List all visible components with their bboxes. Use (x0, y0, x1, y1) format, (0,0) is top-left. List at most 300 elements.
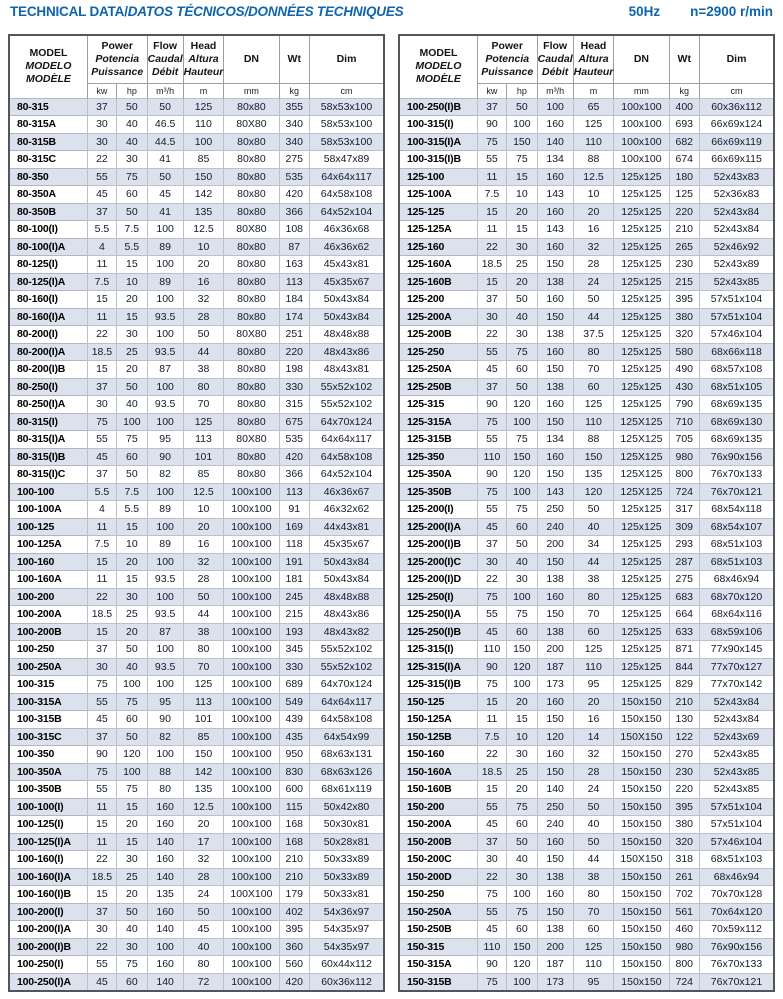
cell-dim: 50x42x80 (310, 798, 385, 816)
cell-model: 80-200(I) (9, 326, 87, 344)
cell-model: 150-200B (399, 833, 477, 851)
cell-wt: 400 (669, 98, 699, 116)
cell-kw: 11 (477, 221, 506, 239)
cell-flow: 160 (537, 116, 573, 134)
cell-kw: 18.5 (477, 763, 506, 781)
cell-kw: 5.5 (87, 221, 116, 239)
cell-dn: 150x150 (614, 938, 669, 956)
cell-dn: 125x125 (614, 396, 669, 414)
table-row (9, 396, 384, 414)
cell-kw: 22 (477, 238, 506, 256)
cell-flow: 82 (147, 728, 183, 746)
table-row (9, 711, 384, 729)
cell-dim: 68x54x107 (700, 518, 775, 536)
cell-head: 70 (573, 361, 614, 379)
cell-dim: 50x43x84 (310, 571, 385, 589)
unit-head: m (573, 83, 614, 98)
cell-dim: 76x70x121 (700, 483, 775, 501)
cell-head: 44 (573, 553, 614, 571)
cell-dim: 70x64x120 (700, 903, 775, 921)
cell-model: 125-200(I)B (399, 536, 477, 554)
cell-kw: 11 (87, 833, 116, 851)
cell-dim: 46x32x62 (310, 501, 385, 519)
table-row (399, 466, 774, 484)
cell-dim: 76x90x156 (700, 448, 775, 466)
cell-hp: 50 (507, 98, 538, 116)
cell-dim: 58x47x89 (310, 151, 385, 169)
cell-head: 100 (183, 133, 224, 151)
cell-wt: 215 (669, 273, 699, 291)
cell-head: 40 (183, 938, 224, 956)
cell-hp: 20 (117, 886, 148, 904)
cell-dn: 150x150 (614, 763, 669, 781)
cell-dn: 100x100 (224, 501, 279, 519)
cell-model: 125-200 (399, 291, 477, 309)
cell-flow: 138 (537, 921, 573, 939)
cell-wt: 790 (669, 396, 699, 414)
cell-model: 80-315B (9, 133, 87, 151)
cell-head: 150 (183, 168, 224, 186)
table-row (399, 938, 774, 956)
cell-model: 80-160(I) (9, 291, 87, 309)
cell-head: 32 (183, 291, 224, 309)
table-row (399, 221, 774, 239)
cell-flow: 160 (147, 798, 183, 816)
cell-dim: 68x70x120 (700, 588, 775, 606)
cell-model: 125-250(I)A (399, 606, 477, 624)
cell-flow: 140 (537, 133, 573, 151)
cell-dim: 64x70x124 (310, 413, 385, 431)
cell-model: 100-200A (9, 606, 87, 624)
cell-hp: 120 (507, 396, 538, 414)
cell-dim: 48x43x81 (310, 361, 385, 379)
head-header: Head Altura Hauteur (573, 35, 614, 83)
cell-hp: 20 (117, 623, 148, 641)
cell-head: 14 (573, 728, 614, 746)
table-row (9, 886, 384, 904)
cell-hp: 40 (117, 396, 148, 414)
cell-flow: 250 (537, 501, 573, 519)
cell-wt: 460 (669, 921, 699, 939)
cell-model: 125-350A (399, 466, 477, 484)
cell-wt: 215 (279, 606, 309, 624)
cell-hp: 50 (507, 291, 538, 309)
cell-dim: 55x52x102 (310, 396, 385, 414)
cell-head: 38 (183, 361, 224, 379)
cell-hp: 40 (507, 851, 538, 869)
cell-kw: 75 (87, 676, 116, 694)
table-row (399, 238, 774, 256)
cell-head: 50 (183, 903, 224, 921)
cell-dn: 100x100 (224, 868, 279, 886)
cell-head: 12.5 (183, 798, 224, 816)
cell-flow: 100 (147, 588, 183, 606)
cell-wt: 366 (279, 466, 309, 484)
cell-kw: 75 (477, 483, 506, 501)
cell-wt: 180 (669, 168, 699, 186)
table-row (9, 851, 384, 869)
cell-head: 17 (183, 833, 224, 851)
cell-wt: 830 (279, 763, 309, 781)
table-row (399, 798, 774, 816)
cell-flow: 150 (537, 553, 573, 571)
table-row (399, 396, 774, 414)
cell-wt: 87 (279, 238, 309, 256)
cell-dim: 68x46x94 (700, 571, 775, 589)
cell-model: 150-200C (399, 851, 477, 869)
cell-dim: 57x51x104 (700, 816, 775, 834)
cell-dim: 68x69x135 (700, 431, 775, 449)
cell-wt: 693 (669, 116, 699, 134)
cell-model: 100-100 (9, 483, 87, 501)
cell-wt: 220 (669, 781, 699, 799)
cell-dim: 68x66x118 (700, 343, 775, 361)
cell-dn: 80x80 (224, 308, 279, 326)
cell-flow: 140 (147, 868, 183, 886)
cell-head: 85 (183, 728, 224, 746)
cell-wt: 420 (279, 973, 309, 991)
cell-kw: 37 (87, 378, 116, 396)
cell-head: 125 (573, 641, 614, 659)
cell-model: 125-250 (399, 343, 477, 361)
cell-flow: 187 (537, 658, 573, 676)
cell-hp: 50 (117, 728, 148, 746)
cell-dn: 80x80 (224, 291, 279, 309)
cell-flow: 150 (537, 903, 573, 921)
cell-kw: 15 (477, 693, 506, 711)
cell-dim: 52x43x84 (700, 693, 775, 711)
cell-wt: 340 (279, 116, 309, 134)
cell-wt: 317 (669, 501, 699, 519)
cell-model: 125-200(I)A (399, 518, 477, 536)
cell-flow: 100 (537, 98, 573, 116)
cell-model: 80-100(I)A (9, 238, 87, 256)
table-row (9, 116, 384, 134)
cell-kw: 45 (477, 921, 506, 939)
cell-head: 80 (183, 956, 224, 974)
cell-head: 50 (573, 798, 614, 816)
head-header: Head Altura Hauteur (183, 35, 224, 83)
cell-dn: 125x125 (614, 676, 669, 694)
cell-head: 34 (573, 536, 614, 554)
cell-flow: 200 (537, 536, 573, 554)
cell-hp: 10 (117, 273, 148, 291)
cell-wt: 125 (669, 186, 699, 204)
cell-hp: 40 (507, 553, 538, 571)
cell-flow: 135 (147, 886, 183, 904)
table-row (9, 238, 384, 256)
cell-kw: 11 (87, 518, 116, 536)
cell-dim: 60x36x112 (700, 98, 775, 116)
cell-head: 32 (573, 238, 614, 256)
cell-kw: 55 (477, 501, 506, 519)
cell-model: 150-200A (399, 816, 477, 834)
cell-model: 100-200B (9, 623, 87, 641)
cell-kw: 45 (477, 518, 506, 536)
cell-model: 100-200(I)A (9, 921, 87, 939)
cell-dim: 64x52x104 (310, 203, 385, 221)
cell-dn: 125x125 (614, 291, 669, 309)
cell-hp: 60 (507, 921, 538, 939)
cell-dn: 100x100 (224, 571, 279, 589)
table-row (399, 956, 774, 974)
cell-dn: 100x100 (224, 658, 279, 676)
technical-data-table-left (8, 34, 385, 992)
cell-kw: 30 (87, 658, 116, 676)
cell-wt: 395 (669, 798, 699, 816)
cell-head: 40 (573, 518, 614, 536)
cell-head: 101 (183, 711, 224, 729)
table-row (399, 903, 774, 921)
cell-model: 80-315(I)B (9, 448, 87, 466)
cell-wt: 800 (669, 956, 699, 974)
cell-head: 16 (183, 273, 224, 291)
cell-kw: 22 (87, 938, 116, 956)
cell-dn: 150x150 (614, 956, 669, 974)
cell-flow: 140 (147, 833, 183, 851)
cell-dim: 45x35x67 (310, 273, 385, 291)
cell-head: 24 (573, 781, 614, 799)
cell-dim: 50x33x81 (310, 886, 385, 904)
table-row (399, 501, 774, 519)
cell-dim: 58x53x100 (310, 98, 385, 116)
cell-head: 113 (183, 431, 224, 449)
cell-head: 110 (573, 956, 614, 974)
cell-dim: 68x51x103 (700, 851, 775, 869)
cell-flow: 100 (147, 291, 183, 309)
cell-kw: 7.5 (87, 536, 116, 554)
cell-dn: 125x125 (614, 536, 669, 554)
cell-head: 88 (573, 431, 614, 449)
cell-wt: 320 (669, 326, 699, 344)
dn-header: DN (614, 35, 669, 83)
cell-flow: 138 (537, 273, 573, 291)
cell-model: 80-200(I)A (9, 343, 87, 361)
cell-kw: 75 (87, 413, 116, 431)
cell-head: 125 (183, 98, 224, 116)
cell-hp: 5.5 (117, 501, 148, 519)
cell-flow: 160 (147, 903, 183, 921)
cell-hp: 150 (507, 133, 538, 151)
cell-flow: 138 (537, 326, 573, 344)
cell-hp: 25 (117, 343, 148, 361)
cell-kw: 75 (477, 588, 506, 606)
cell-dn: 125x125 (614, 273, 669, 291)
cell-dn: 100x100 (224, 641, 279, 659)
cell-flow: 160 (147, 956, 183, 974)
table-body-left (9, 98, 384, 991)
cell-dn: 100x100 (224, 798, 279, 816)
cell-hp: 75 (507, 798, 538, 816)
cell-flow: 150 (537, 308, 573, 326)
cell-kw: 75 (477, 973, 506, 991)
cell-kw: 22 (87, 151, 116, 169)
cell-flow: 160 (537, 693, 573, 711)
cell-hp: 75 (117, 781, 148, 799)
unit-hp: hp (117, 83, 148, 98)
cell-kw: 55 (477, 798, 506, 816)
cell-dn: 100x100 (224, 851, 279, 869)
cell-hp: 40 (117, 133, 148, 151)
cell-dim: 68x59x106 (700, 623, 775, 641)
cell-kw: 18.5 (87, 343, 116, 361)
cell-kw: 55 (477, 903, 506, 921)
cell-flow: 160 (537, 343, 573, 361)
cell-dn: 125X125 (614, 466, 669, 484)
cell-dn: 100x100 (224, 781, 279, 799)
table-row (9, 763, 384, 781)
table-row (399, 518, 774, 536)
unit-kw: kw (87, 83, 116, 98)
cell-wt: 181 (279, 571, 309, 589)
cell-head: 20 (183, 816, 224, 834)
cell-hp: 20 (117, 291, 148, 309)
cell-dim: 68x69x130 (700, 413, 775, 431)
cell-dim: 50x33x89 (310, 851, 385, 869)
cell-model: 100-125A (9, 536, 87, 554)
cell-hp: 25 (507, 256, 538, 274)
cell-model: 150-315B (399, 973, 477, 991)
cell-dn: 125x125 (614, 606, 669, 624)
dim-header: Dim (310, 35, 385, 83)
cell-flow: 100 (147, 553, 183, 571)
cell-dn: 80x80 (224, 186, 279, 204)
cell-dim: 68x54x118 (700, 501, 775, 519)
cell-flow: 93.5 (147, 658, 183, 676)
cell-kw: 90 (477, 658, 506, 676)
cell-dim: 68x61x119 (310, 781, 385, 799)
cell-head: 150 (573, 448, 614, 466)
cell-dn: 150x150 (614, 833, 669, 851)
table-row (399, 308, 774, 326)
cell-dim: 68x51x105 (700, 378, 775, 396)
table-row (9, 676, 384, 694)
cell-kw: 37 (87, 98, 116, 116)
cell-hp: 75 (117, 431, 148, 449)
cell-dn: 100x100 (224, 623, 279, 641)
cell-head: 16 (183, 536, 224, 554)
cell-kw: 110 (477, 938, 506, 956)
cell-wt: 315 (279, 396, 309, 414)
cell-dn: 125X125 (614, 448, 669, 466)
cell-model: 100-200(I) (9, 903, 87, 921)
cell-flow: 200 (537, 641, 573, 659)
cell-dim: 76x70x133 (700, 466, 775, 484)
cell-hp: 100 (507, 413, 538, 431)
cell-head: 28 (573, 763, 614, 781)
cell-wt: 430 (669, 378, 699, 396)
table-row (9, 448, 384, 466)
cell-dn: 80x80 (224, 151, 279, 169)
cell-hp: 15 (117, 308, 148, 326)
cell-flow: 100 (147, 518, 183, 536)
cell-dn: 100x100 (224, 483, 279, 501)
cell-flow: 160 (537, 448, 573, 466)
cell-kw: 4 (87, 501, 116, 519)
cell-flow: 150 (537, 413, 573, 431)
cell-flow: 143 (537, 186, 573, 204)
table-row (9, 798, 384, 816)
table-row (9, 343, 384, 361)
cell-dn: 100x100 (614, 98, 669, 116)
cell-dim: 48x48x88 (310, 588, 385, 606)
cell-head: 37.5 (573, 326, 614, 344)
cell-kw: 18.5 (87, 868, 116, 886)
cell-model: 150-160 (399, 746, 477, 764)
cell-dn: 100x100 (224, 816, 279, 834)
cell-wt: 950 (279, 746, 309, 764)
table-row (9, 361, 384, 379)
table-row (399, 326, 774, 344)
cell-model: 100-315(I)A (399, 133, 477, 151)
cell-dn: 100x100 (614, 133, 669, 151)
cell-head: 80 (183, 641, 224, 659)
cell-head: 20 (573, 693, 614, 711)
table-row (9, 518, 384, 536)
cell-kw: 55 (87, 168, 116, 186)
cell-wt: 724 (669, 483, 699, 501)
cell-dim: 64x54x99 (310, 728, 385, 746)
cell-dim: 52x43x83 (700, 168, 775, 186)
cell-head: 44 (183, 606, 224, 624)
cell-hp: 25 (117, 868, 148, 886)
cell-model: 100-315(I) (399, 116, 477, 134)
cell-kw: 37 (477, 98, 506, 116)
cell-model: 150-200 (399, 798, 477, 816)
cell-hp: 25 (117, 606, 148, 624)
cell-dn: 100x100 (224, 938, 279, 956)
cell-dim: 76x90x156 (700, 938, 775, 956)
cell-dn: 80x80 (224, 98, 279, 116)
cell-flow: 150 (537, 763, 573, 781)
table-row (399, 483, 774, 501)
cell-dim: 76x70x121 (700, 973, 775, 991)
cell-head: 12.5 (183, 483, 224, 501)
table-row (399, 763, 774, 781)
cell-hp: 20 (507, 693, 538, 711)
cell-hp: 100 (507, 116, 538, 134)
cell-dim: 66x69x119 (700, 133, 775, 151)
cell-dim: 55x52x102 (310, 378, 385, 396)
cell-kw: 7.5 (477, 186, 506, 204)
cell-dim: 77x70x127 (700, 658, 775, 676)
table-row (9, 833, 384, 851)
cell-dn: 125x125 (614, 168, 669, 186)
cell-hp: 150 (507, 448, 538, 466)
table-row (399, 291, 774, 309)
cell-head: 44 (573, 851, 614, 869)
cell-flow: 143 (537, 221, 573, 239)
table-row (399, 606, 774, 624)
cell-hp: 15 (507, 221, 538, 239)
cell-flow: 138 (537, 571, 573, 589)
cell-kw: 55 (87, 693, 116, 711)
cell-kw: 37 (477, 378, 506, 396)
cell-dim: 52x43x85 (700, 273, 775, 291)
cell-kw: 75 (477, 413, 506, 431)
cell-hp: 100 (507, 676, 538, 694)
cell-wt: 113 (279, 483, 309, 501)
cell-hp: 30 (507, 746, 538, 764)
cell-hp: 60 (117, 711, 148, 729)
cell-dim: 64x70x124 (310, 676, 385, 694)
cell-dn: 150x150 (614, 711, 669, 729)
table-row (9, 938, 384, 956)
table-row (399, 448, 774, 466)
cell-flow: 160 (147, 816, 183, 834)
cell-hp: 30 (507, 326, 538, 344)
cell-dim: 64x52x104 (310, 466, 385, 484)
